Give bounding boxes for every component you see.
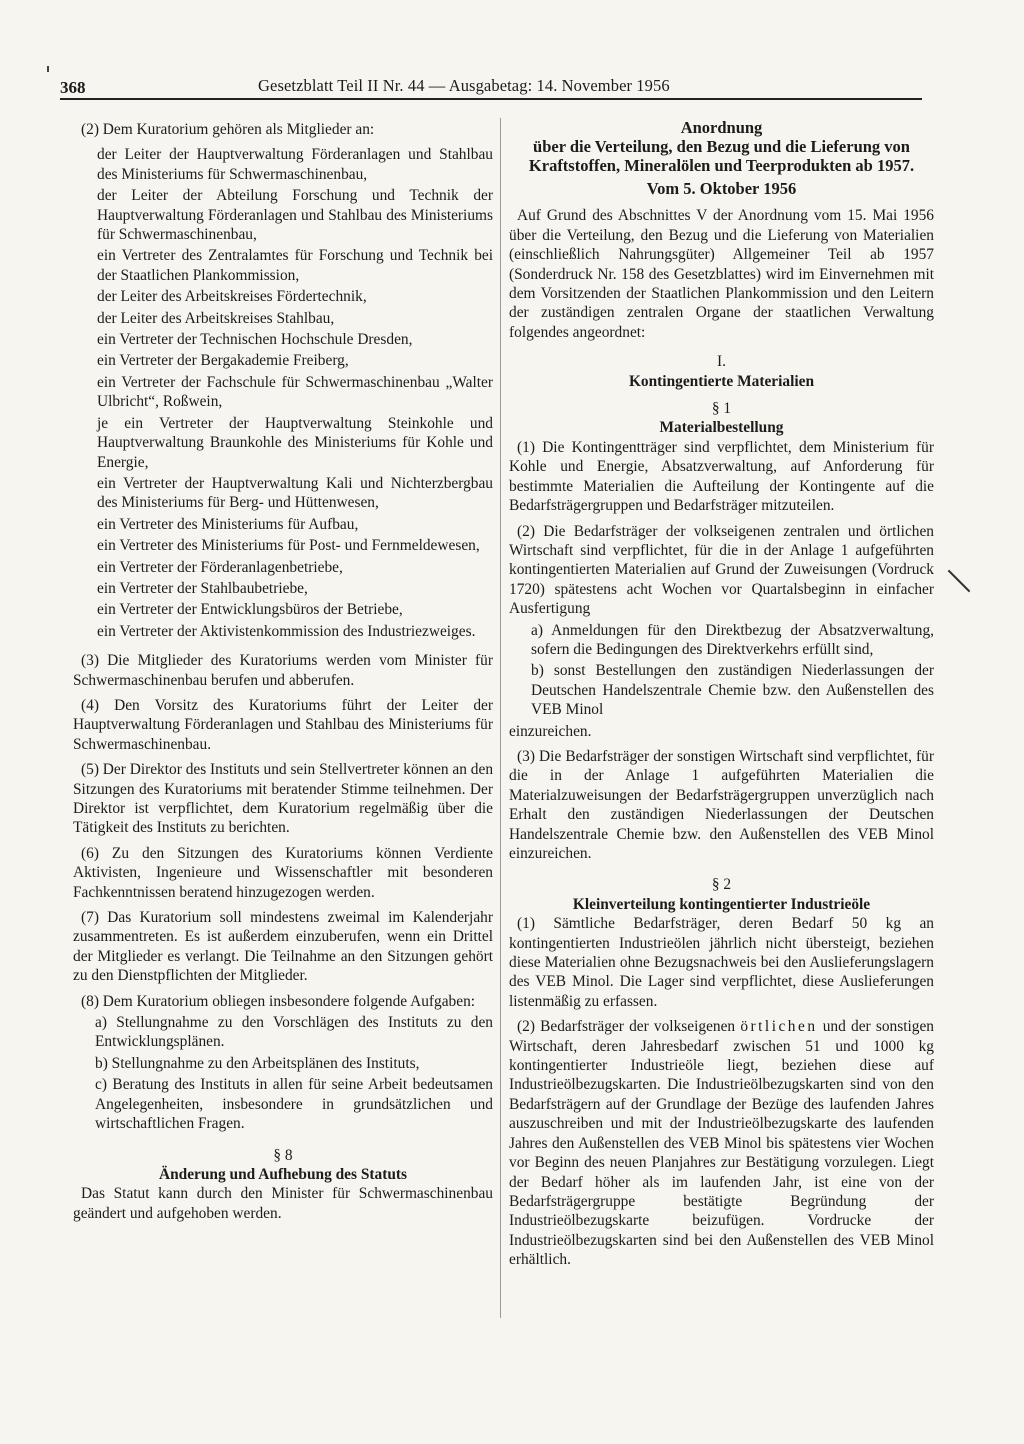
section-8-title: Änderung und Aufhebung des Statuts (158, 1165, 408, 1183)
section-1-number: § 1 (711, 400, 732, 418)
list-item: ein Vertreter des Zentralamtes für Forschung und Technik bei der Staatlichen Plankommission, (97, 247, 493, 284)
section-2-para-1: (1) Sämtliche Bedarfsträger, deren Bedarf 50 kg an kontingentierten Industrieölen jährlich nicht übersteigt, beziehen diese Materialien ohne Bezugsnachweis bei den Auslieferungslagern des VEB Minol. Die Lager sind verpflichtet, diese Auslieferungen listenmäßig zu erfassen. (509, 915, 934, 1010)
list-item: ein Vertreter der Fachschule für Schwermaschinenbau „Walter Ulbricht“, Roßwein, (97, 373, 493, 411)
part-number: I. (717, 353, 726, 371)
section-1-para-1: (1) Die Kontingentträger sind verpflichtet, dem Ministerium für Kohle und Energie, Absatzverwaltung, auf Anforderung für bestimmte Materialien die Aufteilung der Kontingente auf die Bedarfsträgergruppen und Bedarfsträger mitzuteilen. (509, 438, 934, 515)
part-title: Kontingentierte Materialien (628, 372, 815, 390)
ordinance-date: Vom 5. Oktober 1956 (646, 179, 797, 198)
list-item: der Leiter der Abteilung Forschung und Technik der Hauptverwaltung Förderanlagen und Stahlbau des Ministeriums für Schwermaschinenbau, (97, 187, 493, 244)
list-item: ein Vertreter der Bergakademie Freiberg, (97, 352, 349, 370)
margin-pen-mark (948, 570, 971, 593)
preamble: Auf Grund des Abschnittes V der Anordnung vom 15. Mai 1956 über die Verteilung, den Bezug und die Lieferung von Materialien (einschließlich Nahrungsgüter) Allgemeiner Teil ab 1957 (Sonderdruck Nr. 158 des Gesetzblattes) wird im Einvernehmen mit dem Vorsitzenden der Staatlichen Plankommission und den Leitern der zuständigen zentralen Organe der staatlichen Verwaltung folgendes angeordnet: (509, 207, 934, 341)
list-item: je ein Vertreter der Hauptverwaltung Steinkohle und Hauptverwaltung Braunkohle des Ministeriums für Kohle und Energie, (97, 414, 493, 471)
section-1-title: Materialbestellung (659, 419, 784, 437)
section-2-para-2 (509, 1017, 934, 1269)
ordinance-title-2: über die Verteilung, den Bezug und die Lieferung von Kraftstoffen, Mineralölen und Teerprodukten ab 1957. (528, 137, 915, 175)
list-item: ein Vertreter der Stahlbaubetriebe, (97, 579, 308, 597)
section-2-title: Kleinverteilung kontingentierter Industrieöle (572, 895, 871, 913)
paragraph-8-intro: (8) Dem Kuratorium obliegen insbesondere folgende Aufgaben: (81, 992, 476, 1010)
section-1-para-2-end: einzureichen. (509, 722, 592, 740)
column-divider (500, 118, 501, 1318)
left-column (73, 120, 493, 1229)
order-list (531, 621, 934, 720)
task-list (95, 1013, 493, 1133)
scan-speck (47, 66, 49, 72)
list-item: ein Vertreter der Hauptverwaltung Kali und Nichterzbergbau des Ministeriums für Berg- und Hüttenwesen, (97, 474, 493, 512)
list-item: b) sonst Bestellungen den zuständigen Niederlassungen der Deutschen Handelszentrale Chemie bzw. den Außenstellen des VEB Minol (531, 662, 934, 719)
member-list (97, 145, 493, 641)
section-1-para-2: (2) Die Bedarfsträger der volkseigenen zentralen und örtlichen Wirtschaft sind verpflichtet, für die in der Anlage 1 aufgeführten kontingentierten Materialien auf Grund der Zuweisungen (Vordruck 1720) spätestens acht Wochen vor Quartalsbeginn in einfacher Ausfertigung (509, 522, 934, 618)
list-item: ein Vertreter der Förderanlagenbetriebe, (97, 558, 343, 576)
emphasized-word: örtlichen (740, 1018, 818, 1036)
list-item: b) Stellungnahme zu den Arbeitsplänen des Instituts, (95, 1054, 420, 1072)
right-column (509, 118, 934, 1276)
running-title: Gesetzblatt Teil II Nr. 44 — Ausgabetag: 14. November 1956 (258, 76, 670, 95)
section-2-para-2-rest: und der sonstigen Wirtschaft, deren Jahresbedarf zwischen 51 und 1000 kg kontingentierter Industrieöle liegt, beziehen diese auf Industrieölbezugskarten. Die Industrieölbezugskarten sind von den Bedarfsträgern auf der Grundlage der Bezüge des laufenden Jahres auszuschreiben und mit der Industrieölbezugskarte des laufenden Jahres den Außenstellen des VEB Minol bis spätestens vier Wochen vor Beginn des neuen Planjahres zur Bestätigung vorzulegen. Liegt der Bedarf höher als im laufenden Jahr, ist eine von der Bedarfsträgergruppe bestätigte Begründung der Industrieölbezugskarte beizufügen. Vordrucke der Industrieölbezugskarten sind bei den Außenstellen des VEB Minol erhältlich. (509, 1018, 934, 1269)
section-2-para-2-start: (2) Bedarfsträger der volkseigenen (517, 1018, 736, 1036)
list-item: ein Vertreter der Aktivistenkommission des Industriezweiges. (97, 622, 476, 640)
paragraph-2-intro: (2) Dem Kuratorium gehören als Mitglieder an: (81, 121, 375, 138)
list-item: der Leiter des Arbeitskreises Fördertechnik, (97, 288, 367, 306)
ordinance-heading (509, 118, 934, 175)
list-item: der Leiter des Arbeitskreises Stahlbau, (97, 309, 335, 327)
paragraph-7: (7) Das Kuratorium soll mindestens zweimal im Kalenderjahr zusammentreten. Es ist außerdem einzuberufen, wenn ein Drittel der Mitglieder es verlangt. Die Teilnahme an den Sitzungen gehört zu den Dienstpflichten der Mitglieder. (73, 909, 493, 985)
paragraph-3: (3) Die Mitglieder des Kuratoriums werden vom Minister für Schwermaschinenbau berufen und abberufen. (73, 652, 493, 689)
paragraph-6: (6) Zu den Sitzungen des Kuratoriums können Verdiente Aktivisten, Ingenieure und Wissenschaftler mit besonderen Fachkenntnissen beratend hinzugezogen werden. (73, 844, 493, 901)
paragraph-5: (5) Der Direktor des Instituts und sein Stellvertreter können an den Sitzungen des Kuratoriums mit beratender Stimme teilnehmen. Der Direktor ist verpflichtet, dem Kuratorium regelmäßig über die Tätigkeit des Instituts zu berichten. (73, 761, 494, 837)
section-1-para-3: (3) Die Bedarfsträger der sonstigen Wirtschaft sind verpflichtet, für die in der Anlage 1 aufgeführten Materialien die Materialzuweisungen der Bedarfsträgergruppen unverzüglich nach Erhalt den zuständigen Niederlassungen der Deutschen Handelszentrale Chemie bzw. den Außenstellen des VEB Minol einzureichen. (509, 747, 934, 862)
ordinance-title-1: Anordnung (680, 118, 763, 137)
paragraph-4: (4) Den Vorsitz des Kuratoriums führt der Leiter der Hauptverwaltung Förderanlagen und Stahlbau des Ministeriums für Schwermaschinenbau. (73, 696, 493, 753)
list-item: ein Vertreter der Technischen Hochschule Dresden, (97, 331, 413, 349)
section-8-text: Das Statut kann durch den Minister für Schwermaschinenbau geändert und aufgehoben werden. (73, 1185, 493, 1222)
list-item: ein Vertreter des Ministeriums für Aufbau, (97, 515, 359, 533)
list-item: a) Anmeldungen für den Direktbezug der Absatzverwaltung, sofern die Bedingungen des Direktverkehrs erfüllt sind, (531, 621, 934, 658)
list-item: der Leiter der Hauptverwaltung Förderanlagen und Stahlbau des Ministeriums für Schwermaschinenbau, (97, 146, 493, 183)
list-item: ein Vertreter des Ministeriums für Post- und Fernmeldewesen, (97, 537, 480, 555)
section-2-number: § 2 (711, 876, 732, 894)
page-number: 368 (60, 78, 86, 97)
list-item: ein Vertreter der Entwicklungsbüros der Betriebe, (97, 601, 403, 619)
list-item: c) Beratung des Instituts in allen für seine Arbeit bedeutsamen Angelegenheiten, insbesondere in grundsätzlichen und wirtschaftlichen Fragen. (95, 1076, 493, 1133)
list-item: a) Stellungnahme zu den Vorschlägen des Instituts zu den Entwicklungsplänen. (95, 1014, 493, 1051)
section-8-number: § 8 (273, 1146, 293, 1164)
page-header (60, 76, 922, 100)
